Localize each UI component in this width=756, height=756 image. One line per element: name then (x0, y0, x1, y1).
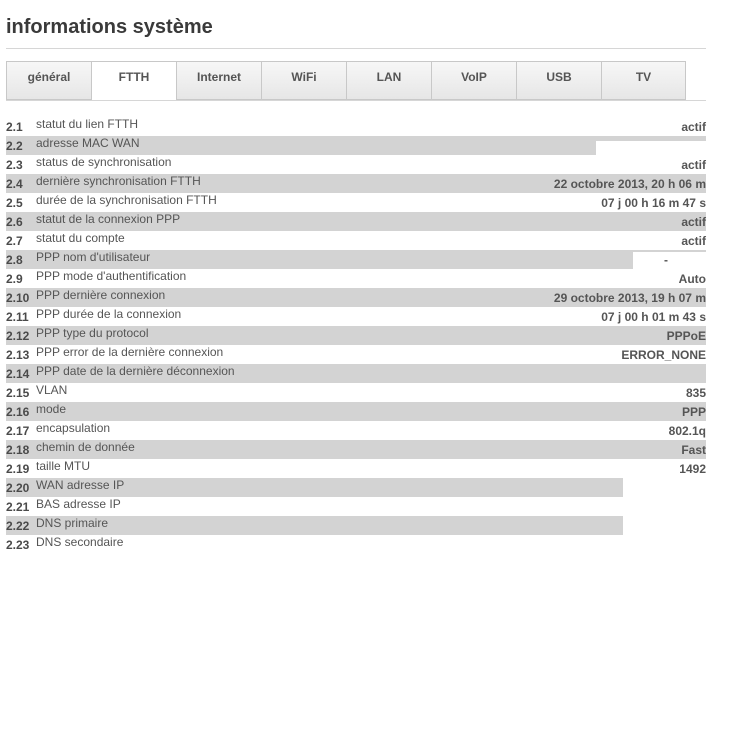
row-label: PPP mode d'authentification (36, 269, 187, 283)
row-label: PPP durée de la connexion (36, 307, 182, 321)
row-number: 2.4 (6, 177, 23, 191)
tab-wifi[interactable]: WiFi (261, 61, 346, 100)
row-label: DNS secondaire (36, 535, 124, 549)
row-label: PPP error de la dernière connexion (36, 345, 224, 359)
info-row-ppp-last-disconnection (6, 364, 706, 383)
row-number: 2.21 (6, 500, 30, 514)
row-label: PPP type du protocol (36, 326, 149, 340)
row-number: 2.8 (6, 253, 23, 267)
tab-tv[interactable]: TV (601, 61, 686, 100)
row-number: 2.12 (6, 329, 30, 343)
row-label: statut du compte (36, 231, 125, 245)
row-value: - (664, 253, 668, 267)
row-label: encapsulation (36, 421, 111, 435)
row-label: dernière synchronisation FTTH (36, 174, 201, 188)
row-number: 2.20 (6, 481, 30, 495)
row-value: ERROR_NONE (621, 348, 706, 362)
row-label: chemin de donnée (36, 440, 135, 454)
page-title: informations système (6, 16, 213, 38)
tab-bar (6, 61, 686, 101)
row-number: 2.23 (6, 538, 30, 552)
row-number: 2.3 (6, 158, 23, 172)
title-divider (6, 48, 706, 49)
row-value: PPP (681, 405, 706, 419)
info-row-vlan (6, 383, 706, 402)
tab-internet[interactable]: Internet (176, 61, 261, 100)
row-label: adresse MAC WAN (36, 136, 140, 150)
row-value: actif (681, 158, 706, 172)
row-number: 2.13 (6, 348, 30, 362)
tabs-divider (6, 100, 706, 101)
row-number: 2.5 (6, 196, 23, 210)
row-number: 2.14 (6, 367, 30, 381)
row-value: 1492 (679, 462, 706, 476)
row-label: statut du lien FTTH (36, 117, 139, 131)
row-value: 07 j 00 h 16 m 47 s (601, 196, 706, 210)
row-label: DNS primaire (36, 516, 109, 530)
row-number: 2.15 (6, 386, 30, 400)
row-number: 2.2 (6, 139, 23, 153)
row-number: 2.9 (6, 272, 23, 286)
row-label: PPP dernière connexion (36, 288, 166, 302)
row-value: Auto (678, 272, 706, 286)
tab-voip[interactable]: VoIP (431, 61, 516, 100)
tab-ftth[interactable]: FTTH (91, 61, 176, 101)
row-value: actif (681, 215, 706, 229)
tab-general[interactable]: général (6, 61, 91, 100)
row-label: VLAN (36, 383, 68, 397)
row-number: 2.1 (6, 120, 23, 134)
info-row-secondary-dns (6, 535, 706, 554)
redaction-mask (633, 252, 706, 269)
row-value: actif (681, 234, 706, 248)
row-number: 2.16 (6, 405, 30, 419)
system-info-list (6, 117, 706, 554)
row-label: PPP date de la dernière déconnexion (36, 364, 235, 378)
row-label: durée de la synchronisation FTTH (36, 193, 217, 207)
row-value: 29 octobre 2013, 19 h 07 m (553, 291, 706, 305)
row-label: BAS adresse IP (36, 497, 121, 511)
row-label: statut de la connexion PPP (36, 212, 181, 226)
tab-usb[interactable]: USB (516, 61, 601, 100)
info-row-mode (6, 402, 706, 421)
redaction-mask (596, 141, 706, 155)
row-label: PPP nom d'utilisateur (36, 250, 151, 264)
row-value: 835 (685, 386, 706, 400)
row-value: 22 octobre 2013, 20 h 06 m (553, 177, 706, 191)
info-row-bas-ip (6, 497, 706, 516)
row-number: 2.10 (6, 291, 30, 305)
row-label: WAN adresse IP (36, 478, 125, 492)
row-number: 2.18 (6, 443, 30, 457)
row-value: 07 j 00 h 01 m 43 s (601, 310, 706, 324)
row-value: Fast (681, 443, 706, 457)
row-number: 2.7 (6, 234, 23, 248)
row-number: 2.11 (6, 310, 29, 324)
row-value: actif (681, 120, 706, 134)
row-number: 2.17 (6, 424, 30, 438)
row-label: taille MTU (36, 459, 91, 473)
row-number: 2.6 (6, 215, 23, 229)
row-number: 2.19 (6, 462, 30, 476)
row-label: mode (36, 402, 67, 416)
info-row-data-path (6, 440, 706, 459)
tab-lan[interactable]: LAN (346, 61, 431, 100)
row-label: status de synchronisation (36, 155, 172, 169)
row-value: PPPoE (666, 329, 706, 343)
row-value: 802.1q (668, 424, 706, 438)
row-number: 2.22 (6, 519, 30, 533)
